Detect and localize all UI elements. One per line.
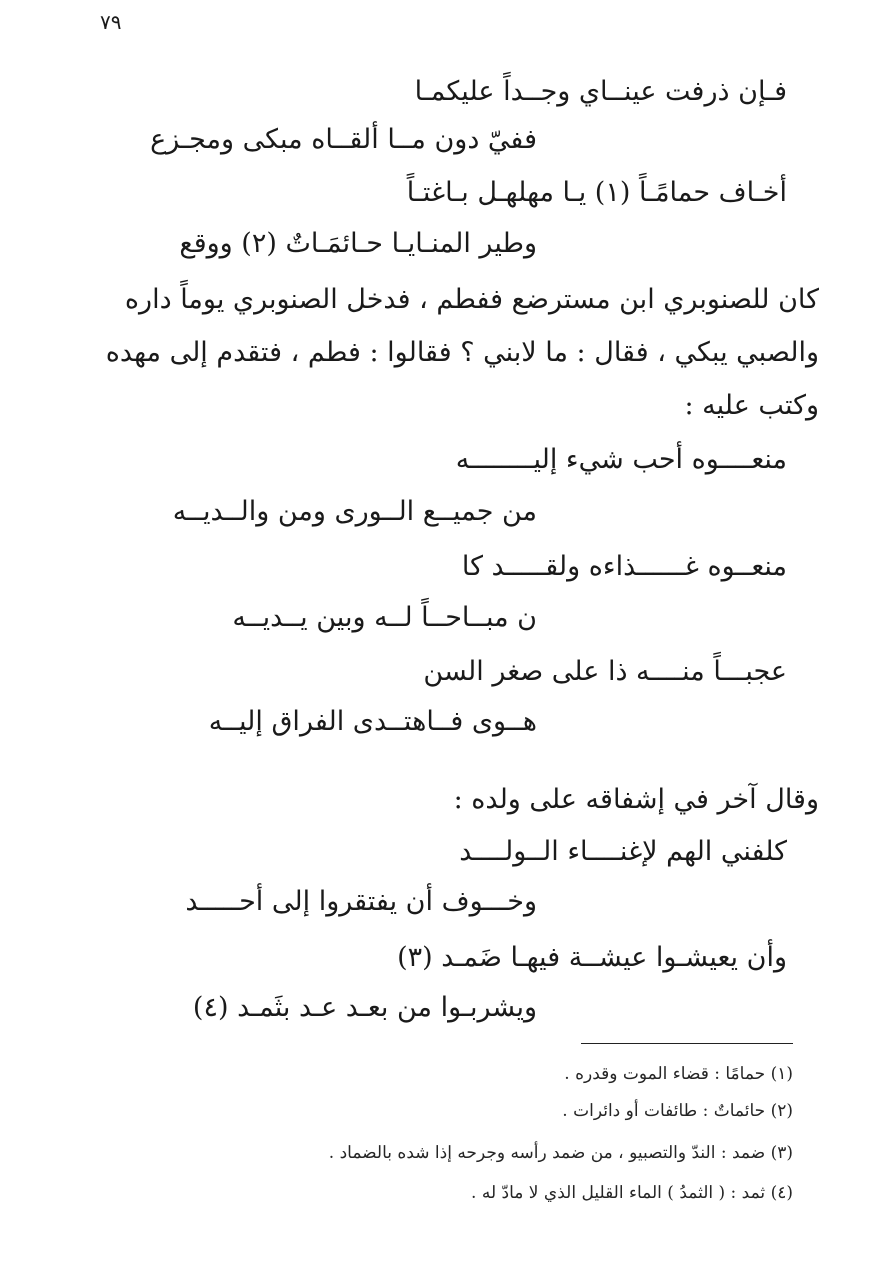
poem2-line-1: منعــــوه أحب شيء إليــــــــه	[455, 444, 787, 475]
poem3-line-2: وخـــوف أن يفتقروا إلى أحـــــد	[185, 886, 537, 917]
poem3-line-1: كلفني الهم لإغنــــاء الــولــــد	[459, 836, 787, 867]
prose1-line-1: كان للصنوبري ابن مسترضع ففطم ، فدخل الصنوبري يوماً داره	[124, 284, 819, 315]
prose1-line-3: وكتب عليه :	[684, 390, 819, 421]
poem1-line-1: فـإن ذرفت عينــاي وجــداً عليكمـا	[414, 76, 787, 107]
poem1-line-3: أخـاف حمامًـاً (١) يـا مهلهـل بـاغتـاً	[406, 177, 787, 208]
footnote-4: (٤) ثمد : ( الثمدُ ) الماء القليل الذي لا مادّ له .	[471, 1183, 793, 1203]
poem2-line-6: هــوى فــاهتــدى الفراق إليــه	[208, 706, 537, 737]
footnote-2: (٢) حائماتٌ : طائفات أو دائرات .	[562, 1101, 793, 1121]
poem3-line-4: ويشربـوا من بعـد عـد بثَمـد (٤)	[192, 992, 537, 1023]
prose1-line-2: والصبي يبكي ، فقال : ما لابني ؟ فقالوا : فطم ، فتقدم إلى مهده	[105, 337, 819, 368]
poem1-line-2: ففيّ دون مــا ألقــاه مبكى ومجـزع	[150, 124, 537, 155]
poem2-line-4: ن مبــاحــاً لــه وبين يــديــه	[232, 602, 537, 633]
poem2-line-3: منعــوه غــــــذاءه ولقـــــد كا	[461, 551, 787, 582]
poem1-line-4: وطير المنـايـا حـائمَـاتٌ (٢) ووقع	[179, 228, 537, 259]
poem2-line-5: عجبـــاً منــــه ذا على صغر السن	[423, 656, 787, 687]
poem3-line-3: وأن يعيشـوا عيشــة فيهـا ضَمـد (٣)	[397, 942, 787, 973]
prose2-text: وقال آخر في إشفاقه على ولده :	[453, 784, 819, 815]
poem2-line-2: من جميــع الــورى ومن والــديــه	[172, 496, 537, 527]
footnote-divider	[581, 1043, 793, 1044]
footnote-3: (٣) ضمد : الندّ والتصبيو ، من ضمد رأسه وجرحه إذا شده بالضماد .	[328, 1143, 793, 1163]
page-number: ٧٩	[100, 10, 122, 34]
footnote-1: (١) حمامًا : قضاء الموت وقدره .	[564, 1064, 793, 1084]
